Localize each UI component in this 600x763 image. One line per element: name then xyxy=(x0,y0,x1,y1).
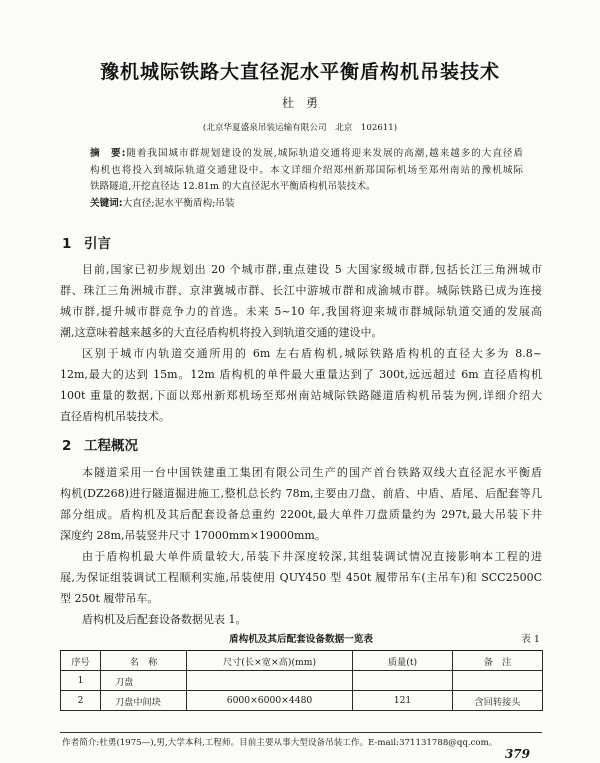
equipment-data-table xyxy=(60,650,543,711)
cell-remarks xyxy=(453,671,543,691)
section-title: 引言 xyxy=(84,236,111,252)
abstract-line: 铁路隧道,开挖直径达 12.81m 的大直径泥水平衡盾构机吊装技术。 xyxy=(90,181,376,192)
cell-mass: 121 xyxy=(353,691,453,711)
paper-title: 豫机城际铁路大直径泥水平衡盾构机吊装技术 xyxy=(99,61,500,83)
abstract-text: 随着我国城市群规划建设的发展,城际轨道交通将迎来发展的高潮,越来越多的大直径盾 xyxy=(125,148,523,159)
paragraph-line: 12m,最大的达到 15m。12m 盾构机的单件最大重量达到了 300t,远远超过 6m 直径盾构机 xyxy=(60,368,542,381)
section-heading-project-overview xyxy=(62,437,138,455)
section-number: 1 xyxy=(62,236,72,252)
paragraph-line: 直径盾构机吊装技术。 xyxy=(60,410,170,423)
paragraph-line: 100t 重量的数据,下面以郑州新郑机场至郑州南站城际铁路隧道盾构机吊装为例,详细介绍大 xyxy=(60,389,542,402)
cell-name: 刀盘 xyxy=(101,671,187,691)
cell-index: 1 xyxy=(61,671,101,691)
author-footnote: 作者简介:杜勇(1975—),男,大学本科,工程师。目前主要从事大型设备吊装工作。E-mail:371131788@qq.com。 xyxy=(62,738,498,748)
paragraph-line: 展,为保证组装调试工程顺利实施,吊装使用 QUY450 型 450t 履带吊车(主吊车)和 SCC2500C xyxy=(60,571,542,584)
author-name: 杜 勇 xyxy=(281,96,318,110)
paragraph-line: 群、珠江三角洲城市群、京津冀城市群、长江中游城市群和成渝城市群。城际铁路已成为连接 xyxy=(60,284,542,297)
paragraph-line: 深度约 28m,吊装竖井尺寸 17000mm×19000mm。 xyxy=(60,529,326,542)
abstract-block xyxy=(90,146,523,212)
cell-dimensions: 6000×6000×4480 xyxy=(187,691,353,711)
keywords-label: 关键词: xyxy=(90,197,123,209)
column-header-name: 名 称 xyxy=(101,651,187,671)
cell-dimensions xyxy=(187,671,353,691)
keywords-line xyxy=(90,196,523,213)
table-caption: 盾构机及其后配套设备数据一览表 xyxy=(229,634,373,645)
abstract-label: 摘 要: xyxy=(90,148,126,159)
column-header-dimensions: 尺寸(长×宽×高)(mm) xyxy=(187,651,353,671)
cell-name: 刀盘中间块 xyxy=(101,691,187,711)
paragraph-line: 构机(DZ268)进行隧道掘进施工,整机总长约 78m,主要由刀盘、前盾、中盾、盾尾、后配套等几 xyxy=(60,487,542,500)
section-number: 2 xyxy=(62,438,72,454)
keywords-text: 大直径;泥水平衡盾构;吊装 xyxy=(122,197,235,209)
cell-mass xyxy=(353,671,453,691)
section-body-introduction xyxy=(60,259,542,427)
section-title: 工程概况 xyxy=(84,438,138,454)
abstract-line xyxy=(90,146,523,163)
paragraph-line: 区别于城市内轨道交通所用的 6m 左右盾构机,城际铁路盾构机的直径大多为 8.8~ xyxy=(82,347,542,360)
cell-index: 2 xyxy=(61,691,101,711)
paragraph-line: 盾构机及后配套设备数据见表 1。 xyxy=(82,613,247,626)
paragraph-line: 本隧道采用一台中国铁建重工集团有限公司生产的国产首台铁路双线大直径泥水平衡盾 xyxy=(82,466,542,479)
footnote-divider xyxy=(60,732,542,733)
table-header-row xyxy=(61,651,543,671)
table-row xyxy=(61,691,543,711)
author-affiliation: (北京华夏盛泉吊装运输有限公司 北京 102611) xyxy=(202,123,398,133)
page-number: 379 xyxy=(504,747,530,761)
paragraph-line: 城市群,提升城市群竞争力的首选。未来 5~10 年,我国将迎来城市群城际轨道交通的发展高 xyxy=(60,305,542,318)
paragraph-line: 目前,国家已初步规划出 20 个城市群,重点建设 5 大国家级城市群,包括长江三角洲城市 xyxy=(82,263,542,276)
paragraph-line: 型 250t 履带吊车。 xyxy=(60,592,159,605)
abstract-line: 构机也将投入到城际轨道交通建设中。本文详细介绍郑州新郑国际机场至郑州南站的豫机城际 xyxy=(90,164,523,176)
section-body-project-overview xyxy=(60,462,542,630)
table-row xyxy=(61,671,543,691)
paragraph-line: 部分组成。盾构机及其后配套设备总重约 2200t,最大单件刀盘质量约为 297t,最大吊装下井 xyxy=(60,508,542,521)
paragraph-line: 潮,这意味着越来越多的大直径盾构机将投入到轨道交通的建设中。 xyxy=(60,326,383,339)
section-heading-introduction xyxy=(62,235,111,253)
column-header-remarks: 备 注 xyxy=(453,651,543,671)
cell-remarks: 含回转接头 xyxy=(453,691,543,711)
paragraph-line: 由于盾构机最大单件质量较大,吊装下井深度较深,其组装调试情况直接影响本工程的进 xyxy=(82,550,542,563)
column-header-index: 序号 xyxy=(61,651,101,671)
table-number: 表 1 xyxy=(521,634,540,645)
column-header-mass: 质量(t) xyxy=(353,651,453,671)
